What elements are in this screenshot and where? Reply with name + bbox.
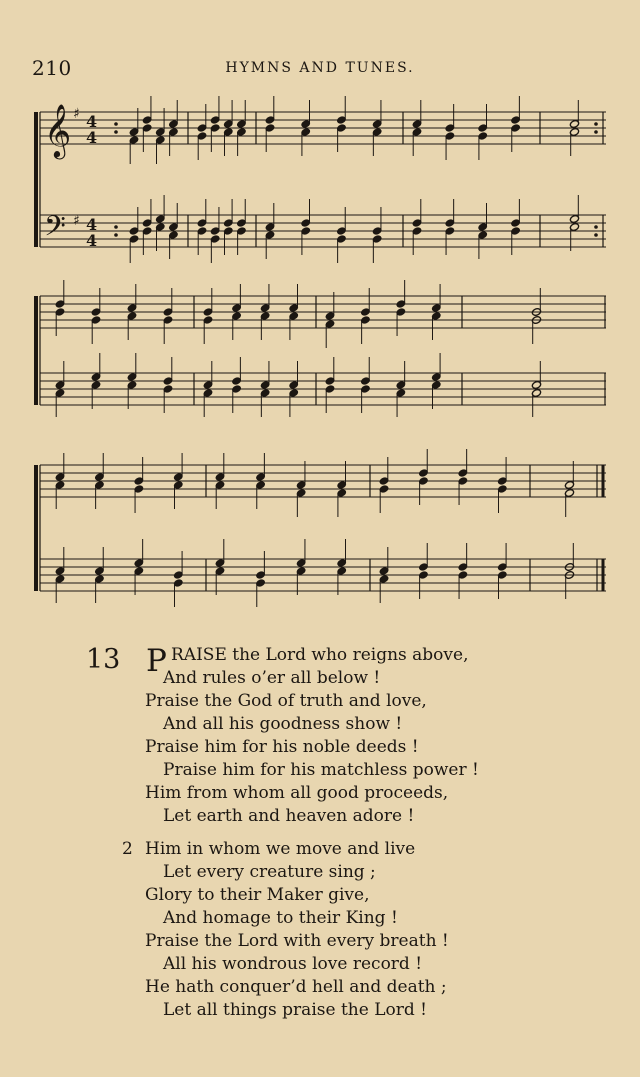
note [134, 457, 144, 485]
note [255, 551, 265, 579]
note [223, 128, 233, 156]
note [127, 353, 137, 381]
note [173, 579, 183, 607]
time-signature-top: 4 [86, 215, 98, 234]
note [564, 489, 574, 517]
time-signature-bottom: 4 [86, 231, 98, 250]
sharp-icon: ♯ [73, 106, 80, 122]
note [336, 96, 346, 124]
note [360, 357, 370, 385]
note [203, 361, 213, 389]
page-number: 210 [32, 56, 72, 80]
note [458, 449, 468, 477]
note [168, 231, 178, 259]
staff [40, 112, 606, 144]
note [203, 316, 213, 344]
note [510, 227, 520, 255]
system-bracket [34, 296, 38, 405]
note [372, 207, 382, 235]
note [129, 235, 139, 263]
note [497, 571, 507, 599]
note [55, 280, 65, 308]
note [142, 124, 152, 152]
note [531, 361, 541, 389]
note [431, 284, 441, 312]
note [296, 489, 306, 517]
note [497, 543, 507, 571]
repeat-dot [114, 130, 118, 134]
note [129, 207, 139, 235]
note [379, 575, 389, 603]
verse-line: And rules o’er all below ! [163, 668, 381, 688]
note [94, 481, 104, 509]
note [379, 485, 389, 513]
note [55, 481, 65, 509]
repeat-dot [594, 130, 598, 134]
note [458, 477, 468, 505]
note [142, 96, 152, 124]
note [289, 284, 299, 312]
note [255, 579, 265, 607]
note [325, 320, 335, 348]
note [510, 124, 520, 152]
note [127, 284, 137, 312]
note [445, 104, 455, 132]
repeat-dot [114, 122, 118, 126]
note [260, 361, 270, 389]
note [431, 312, 441, 340]
note [215, 453, 225, 481]
note [265, 203, 275, 231]
note [379, 457, 389, 485]
note [91, 353, 101, 381]
note [296, 539, 306, 567]
sharp-icon: ♯ [73, 213, 80, 229]
note [445, 132, 455, 160]
note [510, 96, 520, 124]
note [210, 235, 220, 263]
note [203, 288, 213, 316]
note [289, 389, 299, 417]
repeat-dot [114, 225, 118, 229]
verse-line: Let earth and heaven adore ! [163, 806, 415, 826]
note [55, 361, 65, 389]
note [236, 128, 246, 156]
note [168, 128, 178, 156]
note [197, 199, 207, 227]
repeat-dot [594, 122, 598, 126]
repeat-dot [594, 233, 598, 237]
note [197, 227, 207, 255]
verse-line: All his wondrous love record ! [163, 954, 423, 974]
note [431, 353, 441, 381]
running-title: HYMNS AND TUNES. [225, 60, 415, 76]
note [265, 124, 275, 152]
note [260, 312, 270, 340]
hymn-number: 13 [86, 644, 121, 675]
note [173, 453, 183, 481]
note [255, 453, 265, 481]
verse-line: Let all things praise the Lord ! [163, 1000, 427, 1020]
note [372, 100, 382, 128]
verse-line: Praise him for his matchless power ! [163, 760, 479, 780]
verse-line: Praise the God of truth and love, [145, 691, 427, 711]
note [325, 357, 335, 385]
note [569, 195, 579, 223]
note [134, 539, 144, 567]
verse-line: Praise him for his noble deeds ! [145, 737, 419, 757]
verse-line: RAISE the Lord who reigns above, [171, 645, 469, 665]
repeat-dot [114, 233, 118, 237]
note [236, 100, 246, 128]
note [231, 284, 241, 312]
staff [40, 296, 606, 328]
staff [40, 465, 606, 497]
note [396, 389, 406, 417]
note [55, 389, 65, 417]
note [210, 96, 220, 124]
staff [40, 559, 606, 591]
note [173, 481, 183, 509]
note [337, 539, 347, 567]
note [412, 199, 422, 227]
note [360, 316, 370, 344]
note [203, 389, 213, 417]
note [168, 203, 178, 231]
time-signature-bottom: 4 [86, 128, 98, 147]
note [531, 389, 541, 417]
note [173, 551, 183, 579]
note [418, 571, 428, 599]
note [210, 207, 220, 235]
note [255, 481, 265, 509]
note [301, 227, 311, 255]
bass-clef-icon: 𝄢 [44, 210, 66, 250]
note [231, 385, 241, 413]
note [336, 235, 346, 263]
note [94, 453, 104, 481]
note [210, 124, 220, 152]
note [569, 128, 579, 156]
note [412, 128, 422, 156]
note [55, 453, 65, 481]
system-bracket [34, 112, 38, 247]
note [231, 357, 241, 385]
note [445, 199, 455, 227]
note [197, 132, 207, 160]
note [418, 477, 428, 505]
note [260, 389, 270, 417]
note [478, 203, 488, 231]
note [134, 485, 144, 513]
music-score [0, 90, 640, 635]
note [478, 132, 488, 160]
note [360, 288, 370, 316]
note [372, 235, 382, 263]
note [336, 124, 346, 152]
note [129, 136, 139, 164]
note [418, 449, 428, 477]
note [55, 547, 65, 575]
treble-clef-icon: 𝄞 [44, 103, 72, 157]
note [265, 231, 275, 259]
verse-line: Him from whom all good proceeds, [145, 783, 449, 803]
note [289, 361, 299, 389]
verse-line: And homage to their King ! [163, 908, 398, 928]
note [337, 489, 347, 517]
note [396, 280, 406, 308]
note [412, 227, 422, 255]
note [155, 195, 165, 223]
note [215, 539, 225, 567]
verse-line: He hath conquer’d hell and death ; [145, 977, 447, 997]
note [569, 100, 579, 128]
note [418, 543, 428, 571]
note [163, 385, 173, 413]
note [372, 128, 382, 156]
page-header [0, 56, 640, 82]
note [142, 227, 152, 255]
note [223, 100, 233, 128]
note [94, 575, 104, 603]
staff [40, 373, 606, 405]
note [260, 284, 270, 312]
note [360, 385, 370, 413]
time-signature-top: 4 [86, 112, 98, 131]
note [168, 100, 178, 128]
note [301, 128, 311, 156]
note [197, 104, 207, 132]
note [412, 100, 422, 128]
note [231, 312, 241, 340]
note [155, 136, 165, 164]
note [163, 316, 173, 344]
note [510, 199, 520, 227]
note [223, 199, 233, 227]
note [236, 199, 246, 227]
verse-number: 2 [122, 839, 133, 859]
note [396, 308, 406, 336]
note [325, 385, 335, 413]
note [445, 227, 455, 255]
note [478, 104, 488, 132]
note [458, 571, 468, 599]
note [265, 96, 275, 124]
note [289, 312, 299, 340]
verse-line: Him in whom we move and live [145, 839, 416, 859]
system-bracket [34, 465, 38, 591]
note [497, 485, 507, 513]
staff [40, 215, 606, 247]
note [55, 575, 65, 603]
note [336, 207, 346, 235]
note [223, 227, 233, 255]
verse-line: And all his goodness show ! [163, 714, 403, 734]
note [236, 227, 246, 255]
note [91, 316, 101, 344]
note [127, 312, 137, 340]
note [163, 357, 173, 385]
verse-line: Glory to their Maker give, [145, 885, 370, 905]
verse-line: Let every creature sing ; [163, 862, 376, 882]
note [497, 457, 507, 485]
note [301, 199, 311, 227]
note [215, 481, 225, 509]
note [55, 308, 65, 336]
note [396, 361, 406, 389]
note [163, 288, 173, 316]
note [301, 100, 311, 128]
note [142, 199, 152, 227]
note [478, 231, 488, 259]
note [94, 547, 104, 575]
note [458, 543, 468, 571]
repeat-dot [594, 225, 598, 229]
drop-cap: P [146, 643, 167, 679]
note [379, 547, 389, 575]
verse-line: Praise the Lord with every breath ! [145, 931, 449, 951]
note [91, 288, 101, 316]
